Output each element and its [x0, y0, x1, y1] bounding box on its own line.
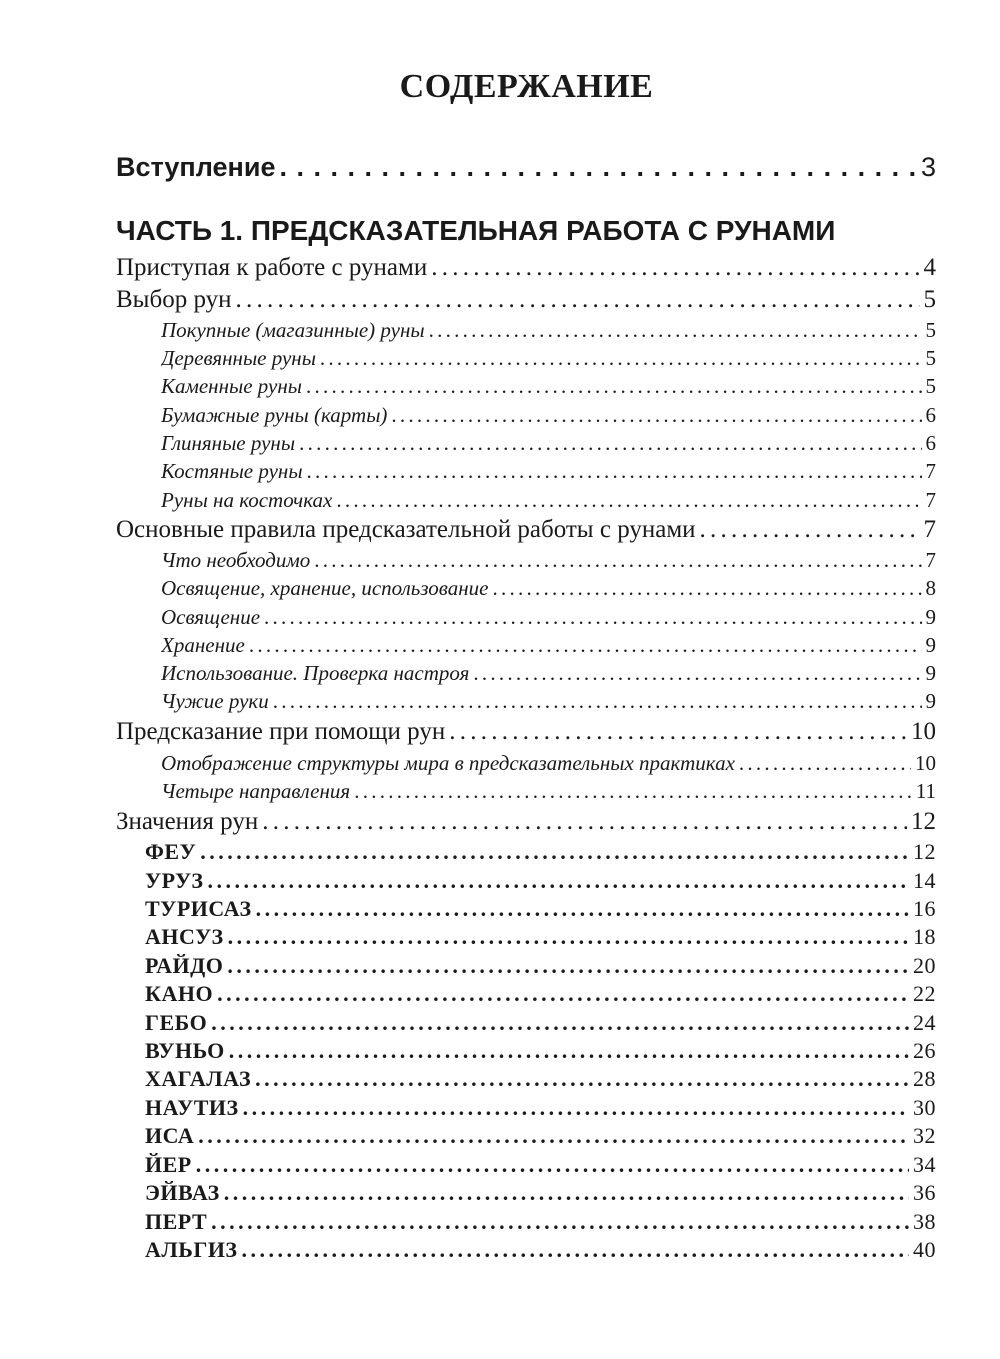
toc-subentry	[161, 346, 936, 371]
toc-subentry	[161, 661, 936, 686]
toc-entry-page: 7	[923, 516, 936, 543]
toc-rune-entry	[145, 1152, 936, 1178]
toc-entry-page: 32	[913, 1123, 936, 1148]
toc-entry-text: УРУЗ	[145, 868, 208, 894]
toc-entry-text: АЛЬГИЗ	[145, 1237, 242, 1263]
toc-entry-page: 26	[913, 1038, 936, 1063]
toc-entry-page: 36	[913, 1180, 936, 1205]
dot-leader	[449, 718, 907, 746]
dot-leader	[273, 689, 922, 714]
toc-entry-text: ХАГАЛАЗ	[145, 1066, 255, 1092]
dot-leader	[242, 1237, 909, 1263]
toc-entry-text: Костяные руны	[161, 459, 307, 484]
toc-entry-page: 30	[913, 1095, 936, 1120]
toc-subentry	[161, 459, 936, 484]
toc-rune-entry	[145, 924, 936, 950]
toc-entry-text: ЙЕР	[145, 1152, 196, 1178]
toc-entry-text: АНСУЗ	[145, 924, 228, 950]
toc-entry-page: 38	[913, 1209, 936, 1234]
toc-entry-page: 10	[911, 718, 936, 745]
toc-entry-text: Четыре направления	[161, 779, 354, 804]
toc-rune-entry	[145, 1066, 936, 1092]
dot-leader	[492, 576, 921, 601]
toc-rune-entry	[145, 839, 936, 865]
toc-subentry	[161, 403, 936, 428]
toc-rune-entry	[145, 1237, 936, 1263]
toc-entry-text: Бумажные руны (карты)	[161, 403, 391, 428]
dot-leader	[198, 1123, 909, 1149]
dot-leader	[236, 286, 920, 314]
toc-entry-page: 9	[925, 605, 936, 629]
dot-leader	[262, 808, 907, 836]
dot-leader	[306, 374, 922, 399]
dot-leader	[320, 346, 922, 371]
toc-entry-text: Использование. Проверка настроя	[161, 661, 473, 686]
toc-entry-text: ФЕУ	[145, 839, 200, 865]
toc-entry-text: РАЙДО	[145, 953, 227, 979]
toc-entry-text: ЭЙВАЗ	[145, 1180, 224, 1206]
toc-rune-entry	[145, 868, 936, 894]
toc-entry-text: ГЕБО	[145, 1010, 211, 1036]
toc-entry-page: 14	[913, 868, 936, 893]
toc-entry-text: Каменные руны	[161, 374, 306, 399]
toc-entry-page: 16	[913, 896, 936, 921]
dot-leader	[211, 1209, 909, 1235]
toc-entry-text: ВУНЬО	[145, 1038, 229, 1064]
toc-entry-page: 7	[925, 459, 936, 483]
toc-subentry	[161, 374, 936, 399]
toc-entry-page: 20	[913, 953, 936, 978]
toc-entry-page: 12	[913, 839, 936, 864]
toc-subentry	[161, 576, 936, 601]
toc-subentry	[161, 689, 936, 714]
dot-leader	[264, 605, 921, 630]
toc-entry-text: Выбор рун	[116, 286, 236, 314]
toc-entry	[116, 286, 936, 314]
toc-subentry	[161, 548, 936, 573]
toc-entry-text: Глиняные руны	[161, 431, 299, 456]
toc-entry-text: Хранение	[161, 633, 249, 658]
toc-entry-text: Отображение структуры мира в предсказательных практиках	[161, 751, 739, 776]
toc-rune-entry	[145, 1095, 936, 1121]
dot-leader	[391, 403, 921, 428]
toc-entry-page: 6	[925, 403, 936, 427]
dot-leader	[249, 633, 922, 658]
toc-entry	[116, 718, 936, 746]
toc-entry-text: Освящение	[161, 605, 264, 630]
toc-entry-page: 5	[925, 374, 936, 398]
dot-leader	[354, 779, 912, 804]
dot-leader	[314, 548, 921, 573]
dot-leader	[299, 431, 921, 456]
dot-leader	[217, 981, 909, 1007]
dot-leader	[473, 661, 921, 686]
toc-entry-text: НАУТИЗ	[145, 1095, 243, 1121]
dot-leader	[739, 751, 911, 776]
toc-entry-page: 9	[925, 633, 936, 657]
dot-leader	[227, 953, 909, 979]
toc-rune-entry	[145, 953, 936, 979]
dot-leader	[700, 516, 920, 544]
toc-rune-entry	[145, 1010, 936, 1036]
toc-entry-text: Основные правила предсказательной работы с рунами	[116, 516, 700, 544]
toc-subentry	[161, 605, 936, 630]
toc-entry-page: 8	[925, 576, 936, 600]
toc-entry-page: 34	[913, 1152, 936, 1177]
toc-subentry	[161, 431, 936, 456]
toc-entry-page: 10	[915, 751, 936, 775]
toc-entry-page: 11	[915, 779, 936, 803]
toc-entry	[116, 516, 936, 544]
toc-rune-entry	[145, 1123, 936, 1149]
toc-entry-page: 6	[925, 431, 936, 455]
toc-entry-text: КАНО	[145, 981, 217, 1007]
toc-entry-text: Покупные (магазинные) руны	[161, 318, 429, 343]
toc-entry-text: ТУРИСАЗ	[145, 896, 256, 922]
toc-entry-text: ПЕРТ	[145, 1209, 211, 1235]
toc-rune-entry	[145, 1209, 936, 1235]
toc-entry-text: Чужие руки	[161, 689, 273, 714]
dot-leader	[211, 1010, 909, 1036]
toc-entry	[116, 808, 936, 836]
toc-entry-text: Деревянные руны	[161, 346, 320, 371]
dot-leader	[224, 1180, 909, 1206]
toc-subentry	[161, 779, 936, 804]
toc-entry-page: 9	[925, 661, 936, 685]
dot-leader	[279, 152, 917, 183]
toc-subentry	[161, 488, 936, 513]
toc-entry-page: 5	[925, 346, 936, 370]
dot-leader	[429, 318, 922, 343]
dot-leader	[208, 868, 909, 894]
toc-entry	[116, 254, 936, 282]
toc-entry-text: Значения рун	[116, 808, 262, 836]
toc-entry-text: Предсказание при помощи рун	[116, 718, 449, 746]
toc-entry-page: 3	[920, 152, 936, 182]
toc-entry-page: 24	[913, 1010, 936, 1035]
toc-rune-entry	[145, 1180, 936, 1206]
toc-rune-entry	[145, 896, 936, 922]
toc-entry-text: Вступление	[116, 152, 279, 183]
toc-entry-text: Руны на косточках	[161, 488, 336, 513]
dot-leader	[196, 1152, 909, 1178]
dot-leader	[200, 839, 909, 865]
toc-entry-text: Что необходимо	[161, 548, 314, 573]
toc-entry-page: 12	[911, 808, 936, 835]
toc-entry-text: ИСА	[145, 1123, 198, 1149]
toc-entry-page: 4	[923, 254, 936, 281]
toc-subentry	[161, 633, 936, 658]
toc-entry-page: 5	[925, 318, 936, 342]
toc-entry-page: 18	[913, 924, 936, 949]
toc-entry-page: 7	[925, 488, 936, 512]
dot-leader	[243, 1095, 909, 1121]
toc-rune-entry	[145, 981, 936, 1007]
toc-entry-text: Освящение, хранение, использование	[161, 576, 492, 601]
toc-subentry	[161, 318, 936, 343]
part-heading: ЧАСТЬ 1. ПРЕДСКАЗАТЕЛЬНАЯ РАБОТА С РУНАМИ	[116, 215, 836, 246]
dot-leader	[228, 924, 909, 950]
toc-entry-page: 40	[913, 1237, 936, 1262]
dot-leader	[307, 459, 922, 484]
toc-entry-page: 22	[913, 981, 936, 1006]
dot-leader	[256, 896, 909, 922]
dot-leader	[336, 488, 921, 513]
page-title: СОДЕРЖАНИЕ	[399, 68, 654, 105]
toc-entry-page: 5	[923, 286, 936, 313]
toc-entry-page: 7	[925, 548, 936, 572]
toc-entry-text: Приступая к работе с рунами	[116, 254, 431, 282]
dot-leader	[255, 1066, 909, 1092]
toc-entry-intro	[116, 152, 936, 183]
toc-subentry	[161, 751, 936, 776]
toc-entry-page: 9	[925, 689, 936, 713]
toc-entry-page: 28	[913, 1066, 936, 1091]
dot-leader	[229, 1038, 909, 1064]
dot-leader	[431, 254, 919, 282]
toc-rune-entry	[145, 1038, 936, 1064]
